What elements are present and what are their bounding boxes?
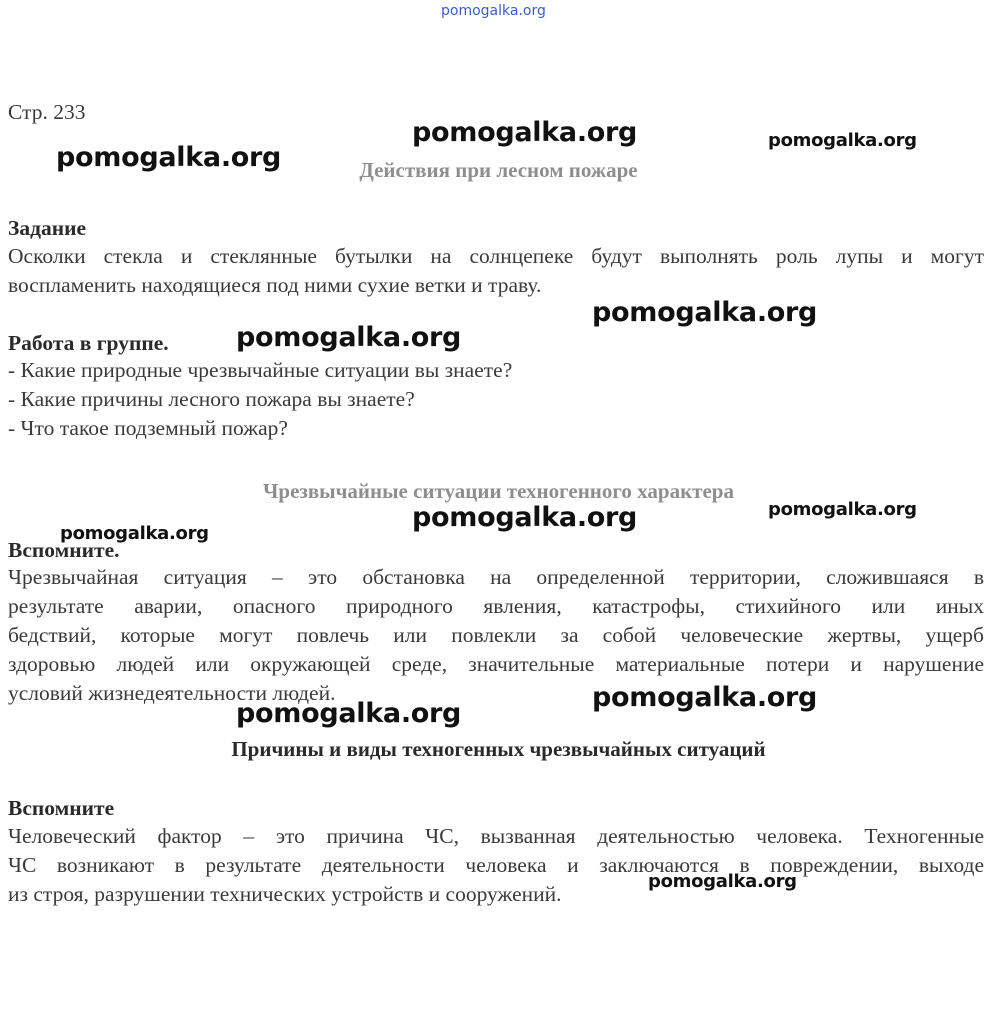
watermark: pomogalka.org bbox=[768, 499, 917, 520]
task-line: Осколки стекла и стеклянные бутылки на солнцепеке будут выполнять роль лупы и могут bbox=[8, 244, 984, 268]
paragraph-line: Чрезвычайная ситуация – это обстановка на определенной территории, сложившаяся в bbox=[8, 565, 984, 589]
watermark: pomogalka.org bbox=[412, 117, 638, 148]
paragraph-line: ЧС возникают в результате деятельности человека и заключаются в повреждении, выходе bbox=[8, 853, 984, 877]
list-item: - Какие природные чрезвычайные ситуации вы знаете? bbox=[8, 358, 513, 382]
watermark: pomogalka.org bbox=[648, 871, 797, 892]
paragraph-line: бедствий, которые могут повлечь или повлекли за собой человеческие жертвы, ущерб bbox=[8, 623, 984, 647]
paragraph-line: из строя, разрушении технических устройств и сооружений. bbox=[8, 882, 562, 906]
watermark: pomogalka.org bbox=[592, 297, 818, 328]
watermark: pomogalka.org bbox=[768, 130, 917, 151]
group-work-heading: Работа в группе. bbox=[8, 331, 169, 355]
paragraph-line: результате аварии, опасного природного явления, катастрофы, стихийного или иных bbox=[8, 594, 984, 618]
list-item: - Что такое подземный пожар? bbox=[8, 416, 288, 440]
human-factor-paragraph bbox=[8, 822, 984, 909]
header-watermark: pomogalka.org bbox=[441, 3, 546, 19]
recall-heading-2: Вспомните bbox=[8, 796, 115, 820]
task-heading: Задание bbox=[8, 216, 87, 240]
watermark: pomogalka.org bbox=[412, 502, 638, 533]
task-line: воспламенить находящиеся под ними сухие ветки и траву. bbox=[8, 273, 542, 297]
watermark: pomogalka.org bbox=[56, 142, 282, 173]
page-number: Стр. 233 bbox=[8, 100, 86, 124]
section-title-causes: Причины и виды техногенных чрезвычайных ситуаций bbox=[231, 737, 766, 761]
watermark: pomogalka.org bbox=[236, 322, 462, 353]
watermark: pomogalka.org bbox=[592, 682, 818, 713]
watermark: pomogalka.org bbox=[60, 523, 209, 544]
emergency-definition-paragraph bbox=[8, 563, 984, 708]
section-title-technogenic: Чрезвычайные ситуации техногенного характера bbox=[262, 479, 734, 503]
watermark: pomogalka.org bbox=[236, 698, 462, 729]
task-paragraph bbox=[8, 242, 984, 300]
paragraph-line: здоровью людей или окружающей среде, значительные материальные потери и нарушение bbox=[8, 652, 984, 676]
section-title-forest-fire: Действия при лесном пожаре bbox=[359, 158, 638, 182]
paragraph-line: условий жизнедеятельности людей. bbox=[8, 681, 336, 705]
recall-heading: Вспомните. bbox=[8, 538, 120, 562]
list-item: - Какие причины лесного пожара вы знаете? bbox=[8, 387, 415, 411]
paragraph-line: Человеческий фактор – это причина ЧС, вызванная деятельностью человека. Техногенные bbox=[8, 824, 984, 848]
